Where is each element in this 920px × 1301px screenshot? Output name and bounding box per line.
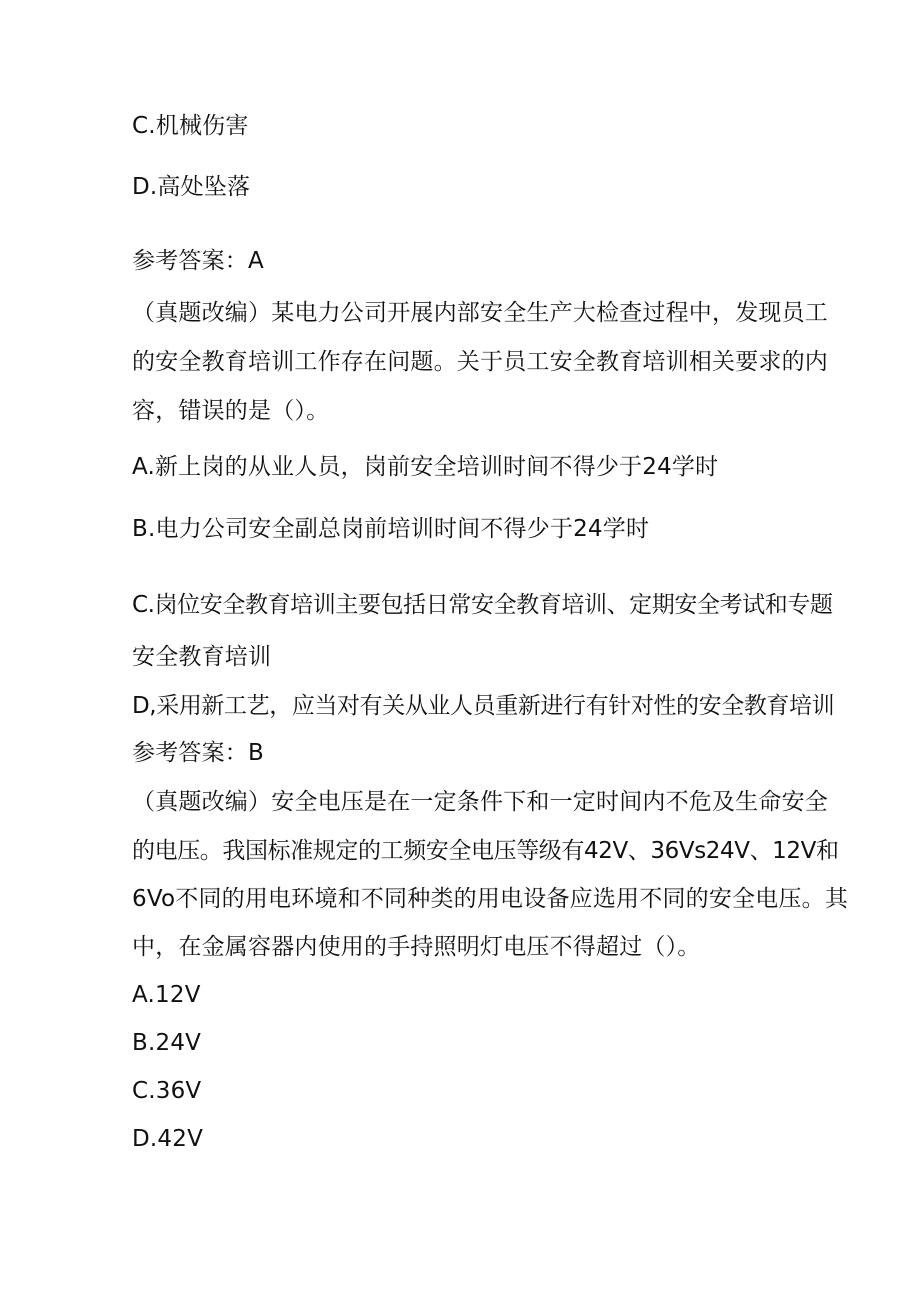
option-b-24v: B.24V <box>132 1030 202 1056</box>
question-3-line-2: 的电压。我国标准规定的工频安全电压等级有42V、36Vs24V、12V和 <box>132 838 839 864</box>
answer-2: 参考答案：B <box>132 740 264 766</box>
option-c-line-2: 安全教育培训 <box>132 644 272 670</box>
question-2-line-3: 容，错误的是（）。 <box>132 398 330 424</box>
option-a-12v: A.12V <box>132 982 201 1008</box>
question-3-line-1: （真题改编）安全电压是在一定条件下和一定时间内不危及生命安全 <box>132 789 828 815</box>
option-c-36v: C.36V <box>132 1078 202 1104</box>
answer-1: 参考答案：A <box>132 248 264 274</box>
question-3-line-3: 6Vo不同的用电环境和不同种类的用电设备应选用不同的安全电压。其 <box>132 886 849 912</box>
question-2-line-1: （真题改编）某电力公司开展内部安全生产大检查过程中，发现员工 <box>132 300 828 326</box>
option-d-fall-from-height: D.高处坠落 <box>132 174 251 200</box>
question-3-line-4: 中，在金属容器内使用的手持照明灯电压不得超过（）。 <box>132 934 701 960</box>
question-2-line-2: 的安全教育培训工作存在问题。关于员工安全教育培训相关要求的内 <box>132 349 828 375</box>
option-b-deputy-training: B.电力公司安全副总岗前培训时间不得少于24学时 <box>132 516 650 542</box>
option-d-42v: D.42V <box>132 1126 204 1152</box>
option-c-mechanical-injury: C.机械伤害 <box>132 113 249 139</box>
option-d-new-process: D,采用新工艺，应当对有关从业人员重新进行有针对性的安全教育培训 <box>132 693 835 719</box>
option-c-line-1: C.岗位安全教育培训主要包括日常安全教育培训、定期安全考试和专题 <box>132 592 833 618</box>
option-a-new-staff-training: A.新上岗的从业人员，岗前安全培训时间不得少于24学时 <box>132 454 719 480</box>
